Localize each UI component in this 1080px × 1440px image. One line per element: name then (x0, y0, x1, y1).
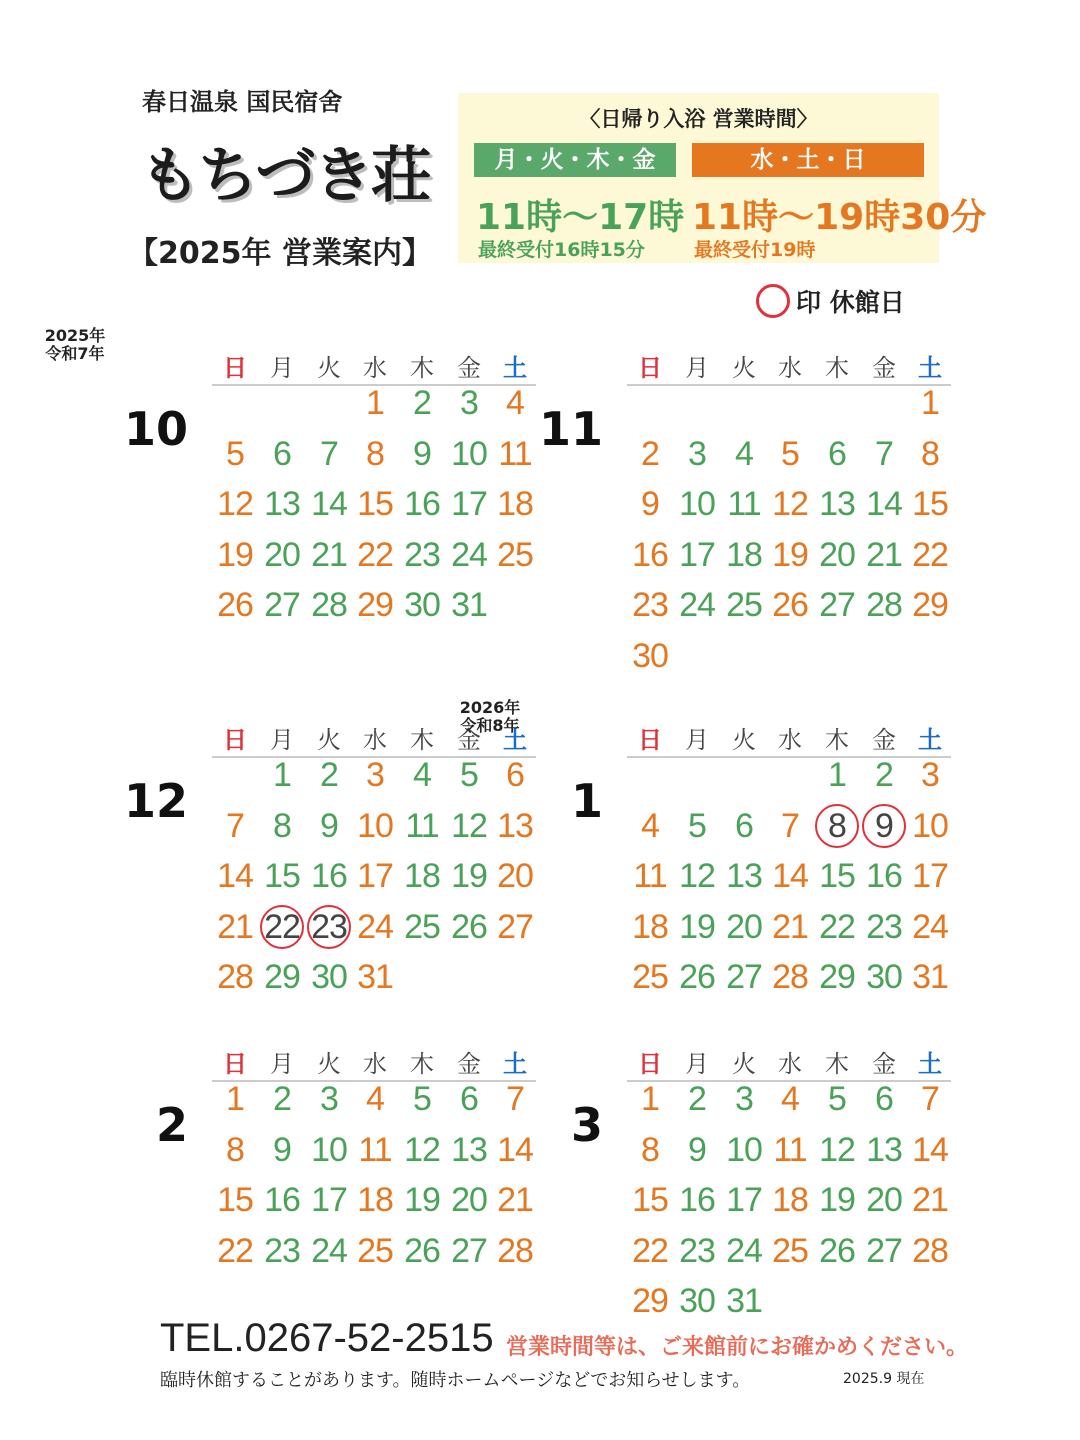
calendar-date: 30 (632, 636, 668, 675)
legend-label: 印 休館日 (796, 288, 905, 317)
calendar-date: 22 (819, 907, 855, 946)
calendar-date: 10 (311, 1130, 347, 1169)
calendar-date: 7 (921, 1080, 939, 1118)
calendar-date: 23 (632, 586, 668, 624)
weekday-label: 水 (363, 726, 387, 754)
group-a-last-entry: 最終受付16時15分 (478, 239, 645, 261)
calendar-date: 21 (866, 535, 902, 574)
calendar-date: 2 (320, 756, 338, 794)
calendar-date: 11 (405, 806, 439, 845)
calendar-date: 22 (357, 535, 393, 574)
business-hours-box (458, 93, 987, 263)
calendar-date: 17 (357, 857, 393, 895)
weekday-label: 木 (825, 354, 849, 382)
calendar-date: 20 (451, 1181, 487, 1219)
calendar-date: 1 (273, 756, 291, 794)
weekday-group-b-label: 水・土・日 (692, 143, 924, 177)
calendar-date: 3 (320, 1080, 338, 1118)
subtitle: 春日温泉 国民宿舍 (142, 87, 343, 116)
calendar-date: 20 (497, 857, 533, 895)
weekday-label: 火 (317, 354, 341, 382)
calendar-date: 5 (413, 1080, 431, 1118)
weekday-label: 金 (457, 726, 481, 754)
phone-number: TEL.0267-52-2515 (160, 1316, 494, 1360)
era-label (455, 699, 525, 735)
weekday-label: 金 (872, 726, 896, 754)
calendar-date: 10 (357, 806, 393, 845)
calendar-date: 5 (828, 1080, 846, 1118)
calendar-date: 7 (226, 806, 244, 845)
calendar-date: 6 (506, 756, 524, 794)
era-label (40, 327, 110, 363)
weekday-label: 水 (778, 726, 802, 754)
calendar-date: 16 (311, 857, 347, 895)
weekday-label: 日 (638, 1050, 662, 1078)
weekday-header (627, 348, 951, 386)
holiday-date: 23 (306, 902, 352, 952)
calendar-date: 28 (772, 958, 808, 996)
weekday-label: 土 (503, 1050, 527, 1078)
calendar-date: 3 (366, 756, 384, 794)
calendar-date: 3 (460, 384, 478, 422)
calendar-date: 10 (726, 1130, 762, 1169)
calendar-date: 4 (781, 1080, 799, 1118)
calendar-date: 29 (632, 1282, 668, 1320)
calendar-date: 30 (679, 1282, 715, 1320)
weekday-label: 日 (638, 726, 662, 754)
calendar-date: 29 (357, 586, 393, 624)
month-calendar-1 (459, 698, 995, 1060)
group-b-hours: 11時～19時30分 (692, 197, 987, 238)
calendar-date: 15 (912, 485, 948, 523)
calendar-date: 26 (451, 907, 487, 946)
weekday-label: 木 (410, 354, 434, 382)
calendar-date: 1 (641, 1080, 659, 1118)
calendar-date: 12 (404, 1130, 440, 1169)
weekday-label: 土 (918, 1050, 942, 1078)
calendar-date: 16 (679, 1181, 715, 1219)
calendar-date: 10 (679, 485, 715, 523)
calendar-date: 3 (735, 1080, 753, 1118)
weekday-label: 土 (918, 726, 942, 754)
calendar-date: 24 (357, 907, 393, 946)
calendar-date: 14 (866, 485, 902, 523)
calendar-date: 25 (772, 1231, 808, 1270)
confirm-notice: 営業時間等は、ご来館前にお確かめください。 (506, 1335, 969, 1360)
calendar-date: 31 (912, 958, 948, 996)
calendar-date: 28 (497, 1231, 533, 1270)
calendar-date: 19 (819, 1181, 855, 1219)
calendar-date: 19 (772, 535, 808, 574)
weekday-label: 月 (685, 726, 709, 754)
holiday-date: 9 (861, 801, 907, 851)
weekday-label: 火 (317, 726, 341, 754)
calendar-date: 26 (404, 1231, 440, 1270)
calendar-date: 4 (366, 1080, 384, 1118)
weekday-label: 土 (918, 354, 942, 382)
calendar-date: 28 (866, 586, 902, 624)
group-a-hours: 11時～17時 (476, 197, 685, 238)
calendar-date: 21 (217, 907, 253, 946)
calendar-date: 15 (264, 857, 300, 895)
calendar-date: 14 (217, 857, 253, 895)
weekday-label: 日 (223, 1050, 247, 1078)
weekday-label: 木 (410, 1050, 434, 1078)
calendar-date: 22 (217, 1231, 253, 1270)
month-number: 1 (570, 774, 603, 828)
weekday-label: 火 (317, 1050, 341, 1078)
weekday-label: 土 (503, 354, 527, 382)
calendar-date: 23 (866, 907, 902, 946)
calendar-date: 26 (819, 1231, 855, 1270)
calendar-date: 2 (413, 384, 431, 422)
calendar-date: 18 (357, 1181, 393, 1219)
calendar-date: 27 (819, 586, 855, 624)
calendar-date: 27 (497, 907, 533, 946)
temporary-closure-note: 臨時休館することがあります。随時ホームページなどでお知らせします。 (160, 1370, 751, 1391)
calendar-date: 18 (404, 857, 440, 895)
calendar-date: 27 (264, 586, 300, 624)
calendar-date: 9 (273, 1130, 291, 1169)
calendar-date: 12 (217, 485, 253, 523)
hours-title: 〈日帰り入浴 営業時間〉 (579, 107, 818, 131)
calendar-date: 2 (641, 434, 659, 473)
calendar-date: 27 (451, 1231, 487, 1270)
calendar-date: 31 (451, 586, 487, 624)
calendar-date: 24 (726, 1231, 762, 1270)
calendar-date: 8 (226, 1130, 244, 1169)
calendar-date: 29 (912, 586, 948, 624)
calendar-date: 5 (781, 434, 799, 473)
calendar-date: 16 (632, 535, 668, 574)
calendar-date: 23 (264, 1231, 300, 1270)
calendar-date: 5 (688, 806, 706, 845)
calendar-date: 8 (273, 806, 291, 845)
calendar-date: 20 (819, 535, 855, 574)
calendar-date: 15 (819, 857, 855, 895)
weekday-label: 水 (363, 1050, 387, 1078)
calendar-date: 12 (772, 485, 808, 523)
weekday-label: 月 (270, 1050, 294, 1078)
calendar-date: 4 (735, 434, 753, 473)
weekday-label: 木 (410, 726, 434, 754)
weekday-label: 月 (685, 354, 709, 382)
calendar-date: 11 (498, 434, 532, 473)
calendar-date: 6 (273, 434, 291, 473)
calendar-date: 15 (217, 1181, 253, 1219)
calendar-date: 2 (273, 1080, 291, 1118)
calendar-date: 17 (679, 535, 715, 574)
calendar-date: 29 (819, 958, 855, 996)
calendar-date: 13 (497, 806, 533, 845)
calendar-date: 5 (226, 434, 244, 473)
calendar-date: 19 (217, 535, 253, 574)
calendar-date: 23 (404, 535, 440, 574)
page-title: 【2025年 営業案内】 (128, 236, 432, 271)
weekday-label: 金 (872, 1050, 896, 1078)
weekday-label: 土 (503, 726, 527, 754)
calendar-date: 2 (875, 756, 893, 794)
calendar-date: 14 (912, 1130, 948, 1169)
era-line: 令和8年 (460, 716, 520, 735)
calendar-date: 18 (497, 485, 533, 523)
calendar-date: 21 (772, 907, 808, 946)
calendar-date: 26 (679, 958, 715, 996)
calendar-date: 9 (320, 806, 338, 845)
calendar-date: 8 (921, 434, 939, 473)
calendar-date: 3 (688, 434, 706, 473)
month-number: 10 (123, 402, 188, 456)
calendar-date: 28 (311, 586, 347, 624)
calendar-date: 14 (772, 857, 808, 895)
calendar-date: 8 (641, 1130, 659, 1169)
calendar-date: 6 (460, 1080, 478, 1118)
era-line: 令和7年 (45, 344, 105, 363)
calendar-date: 25 (632, 958, 668, 996)
calendar-date: 31 (357, 958, 393, 996)
calendar-date: 13 (866, 1130, 902, 1169)
calendar-date: 6 (875, 1080, 893, 1118)
calendar-date: 20 (866, 1181, 902, 1219)
calendar-date: 11 (358, 1130, 392, 1169)
weekday-label: 水 (778, 354, 802, 382)
month-number: 12 (123, 774, 188, 828)
calendar-date: 16 (404, 485, 440, 523)
calendar-date: 30 (404, 586, 440, 624)
weekday-label: 水 (778, 1050, 802, 1078)
calendar-date: 24 (451, 535, 487, 574)
calendar-date: 4 (506, 384, 524, 422)
calendar-date: 2 (688, 1080, 706, 1118)
weekday-label: 月 (270, 726, 294, 754)
calendar-date: 4 (641, 806, 659, 845)
calendar-date: 14 (497, 1130, 533, 1169)
calendar-date: 21 (912, 1181, 948, 1219)
calendar-date: 12 (679, 857, 715, 895)
calendar-date: 19 (451, 857, 487, 895)
calendar-date: 9 (688, 1130, 706, 1169)
era-line: 2026年 (459, 698, 521, 717)
calendar-date: 20 (264, 535, 300, 574)
calendar-date: 25 (497, 535, 533, 574)
calendar-date: 11 (773, 1130, 807, 1169)
calendar-date: 20 (726, 907, 762, 946)
weekday-label: 水 (363, 354, 387, 382)
calendar-date: 19 (679, 907, 715, 946)
weekday-label: 金 (457, 1050, 481, 1078)
group-b-last-entry: 最終受付19時 (694, 239, 816, 261)
calendar-date: 18 (632, 907, 668, 946)
weekday-label: 月 (270, 354, 294, 382)
calendar-date: 29 (264, 958, 300, 996)
month-number: 2 (155, 1098, 188, 1152)
calendar-date: 24 (912, 907, 948, 946)
era-line: 2025年 (44, 326, 106, 345)
calendar-date: 21 (311, 535, 347, 574)
month-number: 11 (538, 402, 603, 456)
calendar-date: 4 (413, 756, 431, 794)
calendar-date: 15 (632, 1181, 668, 1219)
calendar-date: 22 (632, 1231, 668, 1270)
holiday-date: 8 (814, 801, 860, 851)
calendar-date: 12 (451, 806, 487, 845)
calendar-date: 11 (727, 485, 761, 523)
calendar-date: 30 (311, 958, 347, 996)
calendar-date: 24 (679, 586, 715, 624)
weekday-label: 月 (685, 1050, 709, 1078)
calendar-date: 17 (451, 485, 487, 523)
calendar-date: 27 (866, 1231, 902, 1270)
calendar-date: 25 (404, 907, 440, 946)
inn-logo: もちづき荘 (140, 141, 430, 211)
calendar-date: 7 (320, 434, 338, 473)
month-calendar-10 (44, 326, 580, 688)
month-number: 3 (570, 1098, 603, 1152)
calendar-date: 16 (264, 1181, 300, 1219)
month-calendar-11 (535, 354, 995, 688)
calendar-date: 25 (357, 1231, 393, 1270)
weekday-label: 木 (825, 1050, 849, 1078)
circle-mark-icon (756, 284, 790, 318)
weekday-label: 木 (825, 726, 849, 754)
calendar-date: 26 (772, 586, 808, 624)
weekday-label: 日 (638, 354, 662, 382)
calendar-date: 7 (506, 1080, 524, 1118)
calendar-date: 26 (217, 586, 253, 624)
calendar-date: 8 (366, 434, 384, 473)
calendar-date: 28 (912, 1231, 948, 1270)
calendar-date: 23 (679, 1231, 715, 1270)
as-of-date: 2025.9 現在 (843, 1371, 925, 1387)
calendar-date: 1 (828, 756, 846, 794)
calendar-date: 27 (726, 958, 762, 996)
weekday-label: 金 (872, 354, 896, 382)
calendar-date: 13 (819, 485, 855, 523)
calendar-date: 28 (217, 958, 253, 996)
calendar-date: 17 (726, 1181, 762, 1219)
calendar-date: 21 (497, 1181, 533, 1219)
calendar-date: 5 (460, 756, 478, 794)
calendar-date: 1 (921, 384, 939, 422)
calendar-date: 24 (311, 1231, 347, 1270)
calendar-date: 6 (828, 434, 846, 473)
calendar-date: 13 (451, 1130, 487, 1169)
calendar-date: 11 (633, 857, 667, 895)
calendar-date: 19 (404, 1181, 440, 1219)
calendar-date: 17 (912, 857, 948, 895)
weekday-label: 火 (732, 1050, 756, 1078)
calendar-date: 30 (866, 958, 902, 996)
weekday-label: 日 (223, 726, 247, 754)
calendar-date: 10 (451, 434, 487, 473)
calendar-date: 7 (781, 806, 799, 845)
calendar-date: 31 (726, 1282, 762, 1320)
weekday-label: 火 (732, 726, 756, 754)
calendar-date: 12 (819, 1130, 855, 1169)
weekday-label: 火 (732, 354, 756, 382)
weekday-label: 日 (223, 354, 247, 382)
month-calendar-12 (120, 726, 580, 1060)
calendar-date: 25 (726, 586, 762, 624)
calendar-date: 17 (311, 1181, 347, 1219)
calendar-date: 13 (726, 857, 762, 895)
calendar-date: 1 (226, 1080, 244, 1118)
calendar-date: 15 (357, 485, 393, 523)
calendar-date: 16 (866, 857, 902, 895)
calendar-date: 3 (921, 756, 939, 794)
calendar-date: 18 (726, 535, 762, 574)
calendar-date: 18 (772, 1181, 808, 1219)
weekday-label: 金 (457, 354, 481, 382)
holiday-legend (756, 283, 905, 319)
calendar-date: 14 (311, 485, 347, 523)
calendar-date: 1 (366, 384, 384, 422)
calendar-date: 22 (912, 535, 948, 574)
holiday-date: 22 (259, 902, 305, 952)
weekday-group-a-label: 月・火・木・金 (474, 143, 676, 177)
calendar-date: 6 (735, 806, 753, 845)
calendar-date: 7 (875, 434, 893, 473)
calendar-date: 9 (641, 485, 659, 523)
calendar-date: 9 (413, 434, 431, 473)
calendar-date: 10 (912, 806, 948, 845)
calendar-date: 13 (264, 485, 300, 523)
